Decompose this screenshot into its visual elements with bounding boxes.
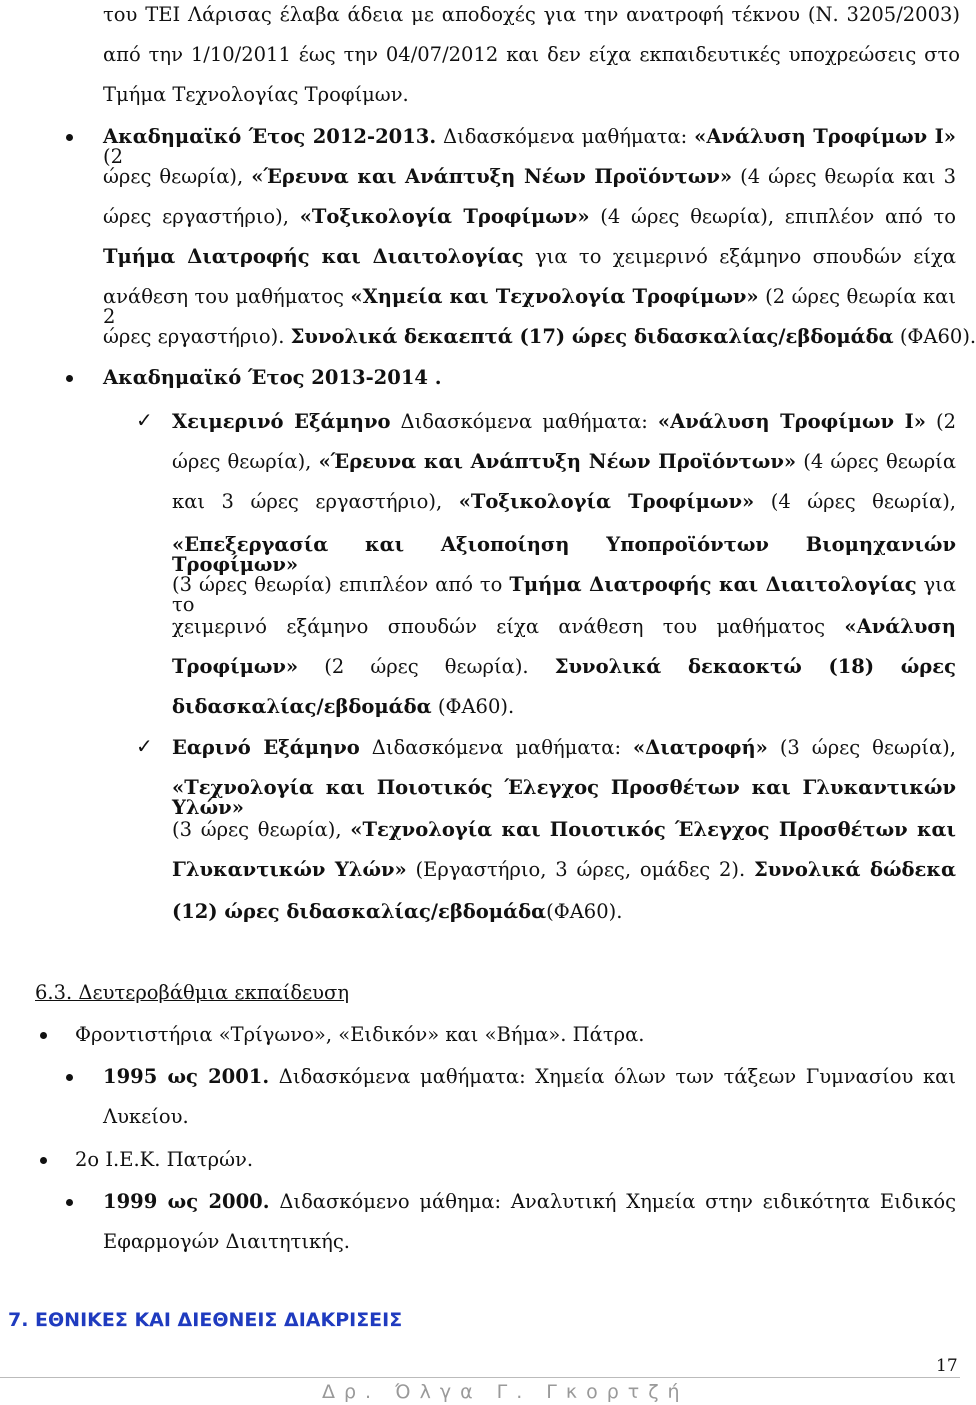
text-line: (3 ώρες θεωρία), «Τεχνολογία και Ποιοτικός Έλεγχος Προσθέτων και bbox=[172, 818, 956, 841]
text-line: από την 1/10/2011 έως την 04/07/2012 και δεν είχα εκπαιδευτικές υποχρεώσεις στο bbox=[103, 43, 960, 66]
list-item: 1999 ως 2000. Διδασκόμενο μάθημα: Αναλυτική Χημεία στην ειδικότητα Ειδικός bbox=[103, 1190, 957, 1213]
text-line: ώρες εργαστήριο). Συνολικά δεκαεπτά (17) ώρες διδασκαλίας/εβδομάδα (ΦΑ60). bbox=[103, 325, 976, 348]
page-number: 17 bbox=[936, 1356, 958, 1376]
text-line: και 3 ώρες εργαστήριο), «Τοξικολογία Τροφίμων» (4 ώρες θεωρία), bbox=[172, 490, 957, 513]
text-line: Τροφίμων» (2 ώρες θεωρία). Συνολικά δεκαοκτώ (18) ώρες bbox=[172, 655, 957, 678]
text-line: Λυκείου. bbox=[103, 1105, 189, 1128]
section-7-heading: 7. ΕΘΝΙΚΕΣ ΚΑΙ ΔΙΕΘΝΕΙΣ ΔΙΑΚΡΙΣΕΙΣ bbox=[8, 1309, 403, 1331]
text-line: (3 ώρες θεωρία) επιπλέον από το Τμήμα Διατροφής και Διαιτολογίας για το bbox=[172, 573, 956, 616]
text-line: Γλυκαντικών Υλών» (Εργαστήριο, 3 ώρες, ομάδες 2). Συνολικά δώδεκα bbox=[172, 858, 957, 881]
bullet-icon bbox=[40, 1157, 47, 1164]
text-line: Εφαρμογών Διαιτητικής. bbox=[103, 1230, 350, 1253]
text-line: ώρες θεωρία), «Έρευνα και Ανάπτυξη Νέων Προϊόντων» (4 ώρες θεωρία bbox=[172, 450, 956, 473]
footer-rule bbox=[0, 1377, 960, 1378]
text-line: ώρες εργαστήριο), «Τοξικολογία Τροφίμων» (4 ώρες θεωρία), επιπλέον από το bbox=[103, 205, 956, 228]
text-line: ανάθεση του μαθήματος «Χημεία και Τεχνολογία Τροφίμων» (2 ώρες θεωρία και 2 bbox=[103, 285, 956, 328]
list-item: 2ο Ι.Ε.Κ. Πατρών. bbox=[75, 1148, 254, 1171]
checkmark-icon: ✓ bbox=[136, 408, 153, 432]
text-line: Τμήμα Διατροφής και Διαιτολογίας για το χειμερινό εξάμηνο σπουδών είχα bbox=[103, 245, 956, 268]
text-line: χειμερινό εξάμηνο σπουδών είχα ανάθεση του μαθήματος «Ανάλυση bbox=[172, 615, 956, 638]
text-line: ώρες θεωρία), «Έρευνα και Ανάπτυξη Νέων Προϊόντων» (4 ώρες θεωρία και 3 bbox=[103, 165, 956, 188]
text-line: του ΤΕΙ Λάρισας έλαβα άδεια με αποδοχές για την ανατροφή τέκνου (Ν. 3205/2003) bbox=[103, 3, 960, 26]
year-2012-line: Ακαδημαϊκό Έτος 2012-2013. Διδασκόμενα μαθήματα: «Ανάλυση Τροφίμων Ι» (2 bbox=[103, 125, 956, 168]
section-heading: 6.3. Δευτεροβάθμια εκπαίδευση bbox=[35, 981, 350, 1004]
text-line: «Τεχνολογία και Ποιοτικός Έλεγχος Προσθέτων και Γλυκαντικών Υλών» bbox=[172, 776, 956, 819]
bullet-icon bbox=[66, 1074, 73, 1081]
winter-line: Χειμερινό Εξάμηνο Διδασκόμενα μαθήματα: «Ανάλυση Τροφίμων Ι» (2 bbox=[172, 410, 957, 433]
footer-author: Δρ. Όλγα Γ. Γκορτζή bbox=[322, 1381, 689, 1403]
year-2013-title: Ακαδημαϊκό Έτος 2013-2014 . bbox=[103, 366, 442, 389]
text-line: Τμήμα Τεχνολογίας Τροφίμων. bbox=[103, 83, 409, 106]
spring-line: Εαρινό Εξάμηνο Διδασκόμενα μαθήματα: «Διατροφή» (3 ώρες θεωρία), bbox=[172, 736, 956, 759]
list-item: 1995 ως 2001. Διδασκόμενα μαθήματα: Χημεία όλων των τάξεων Γυμνασίου και bbox=[103, 1065, 956, 1088]
bullet-icon bbox=[66, 1199, 73, 1206]
text-line: (12) ώρες διδασκαλίας/εβδομάδα(ΦΑ60). bbox=[172, 900, 623, 923]
bullet-icon bbox=[66, 134, 73, 141]
bullet-icon bbox=[66, 375, 73, 382]
list-item: Φροντιστήρια «Τρίγωνο», «Ειδικόν» και «Βήμα». Πάτρα. bbox=[75, 1023, 645, 1046]
bullet-icon bbox=[40, 1032, 47, 1039]
checkmark-icon: ✓ bbox=[136, 734, 153, 758]
text-line: «Επεξεργασία και Αξιοποίηση Υποπροϊόντων Βιομηχανιών Τροφίμων» bbox=[172, 533, 956, 576]
text-line: διδασκαλίας/εβδομάδα (ΦΑ60). bbox=[172, 695, 515, 718]
